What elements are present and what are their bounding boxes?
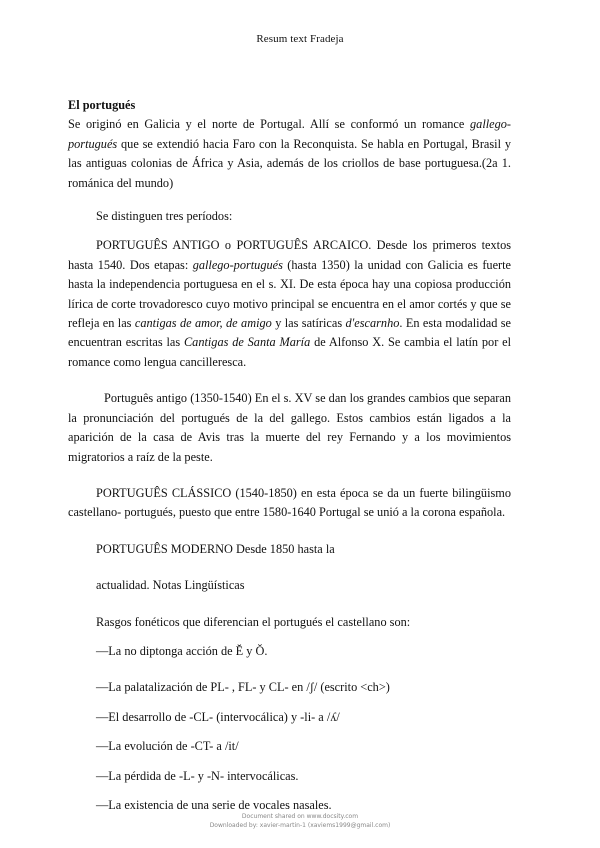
list-item: —La palatalización de PL- , FL- y CL- en /ʃ/ (escrito <ch>) (96, 680, 390, 695)
italic-term: d'escarnho (345, 316, 400, 331)
footer-downloaded-by: Downloaded by: xavier-martin-1 (xaviems1999@gmail.com) (209, 822, 391, 829)
text-run: y las satíricas (271, 316, 346, 331)
paragraph-origin (68, 115, 511, 193)
page-header: Resum text Fradeja (256, 33, 344, 45)
paragraph-actualidad: actualidad. Notas Lingüísticas (96, 578, 245, 593)
text-run: . En esta modalidad se encuentran escritas las (68, 316, 511, 350)
text-run: de Alfonso X. Se cambia el latín por el romance como lengua cancilleresca. (68, 335, 511, 369)
document-body (68, 96, 511, 815)
paragraph-rasgos: Rasgos fonéticos que diferencian el portugués el castellano son: (96, 614, 411, 629)
italic-term: Cantigas de Santa María (183, 335, 311, 350)
text-run: que se extendió hacia Faro con la Reconquista. Se habla en Portugal, Brasil y las antiguas colonias de África y Asia, además de los criollos de base portuguesa.(2a 1. románica del mundo) (68, 136, 511, 190)
text-run: PORTUGUÊS ANTIGO o PORTUGUÊS ARCAICO. Desde los primeros textos hasta 1540. Dos etapas: (68, 238, 511, 272)
italic-term: cantigas de amor, de amigo (134, 316, 272, 331)
list-item: —La existencia de una serie de vocales nasales. (96, 797, 332, 812)
list-item: —El desarrollo de -CL- (intervocálica) y -li- a /ʎ/ (96, 709, 340, 724)
list-item: —La evolución de -CT- a /it/ (96, 739, 239, 754)
list-item: —La pérdida de -L- y -N- intervocálicas. (96, 768, 299, 783)
paragraph-portugues-antigo-2: Português antigo (1350-1540) En el s. XV se dan los grandes cambios que separan la pronunciación del portugués de la del gallego. Estos cambios están ligados a la aparición de la casa de Avis tras la muerte del rey Fernando y a los movimientos migratorios a raíz de la peste. (68, 391, 511, 464)
text-run: Se originó en Galicia y el norte de Portugal. Allí se conformó un romance (68, 117, 471, 132)
footer-shared-note: Document shared on www.docsity.com (241, 813, 359, 820)
italic-term: gallego-portugués (192, 257, 283, 272)
paragraph-periods-intro: Se distinguen tres períodos: (96, 209, 233, 224)
text-run: (hasta 1350) la unidad con Galicia es fuerte hasta la independencia portuguesa en el s. XI. De esta época hay una copiosa producción lírica de corte trovadoresco cuyo motivo principal se encuentra en el amor cortés y que se refleja en las (68, 257, 511, 331)
paragraph-portugues-classico: PORTUGUÊS CLÁSSICO (1540-1850) en esta época se da un fuerte bilingüismo castellano- portugués, puesto que entre 1580-1640 Portugal se unió a la corona española. (68, 485, 511, 520)
paragraph-portugues-moderno: PORTUGUÊS MODERNO Desde 1850 hasta la (96, 541, 335, 556)
list-item: —La no diptonga acción de Ĕ y Ŏ. (96, 643, 268, 658)
section-title: El portugués (68, 98, 136, 112)
paragraph-portugues-antigo (68, 236, 511, 372)
italic-term: gallego-portugués (68, 117, 511, 151)
